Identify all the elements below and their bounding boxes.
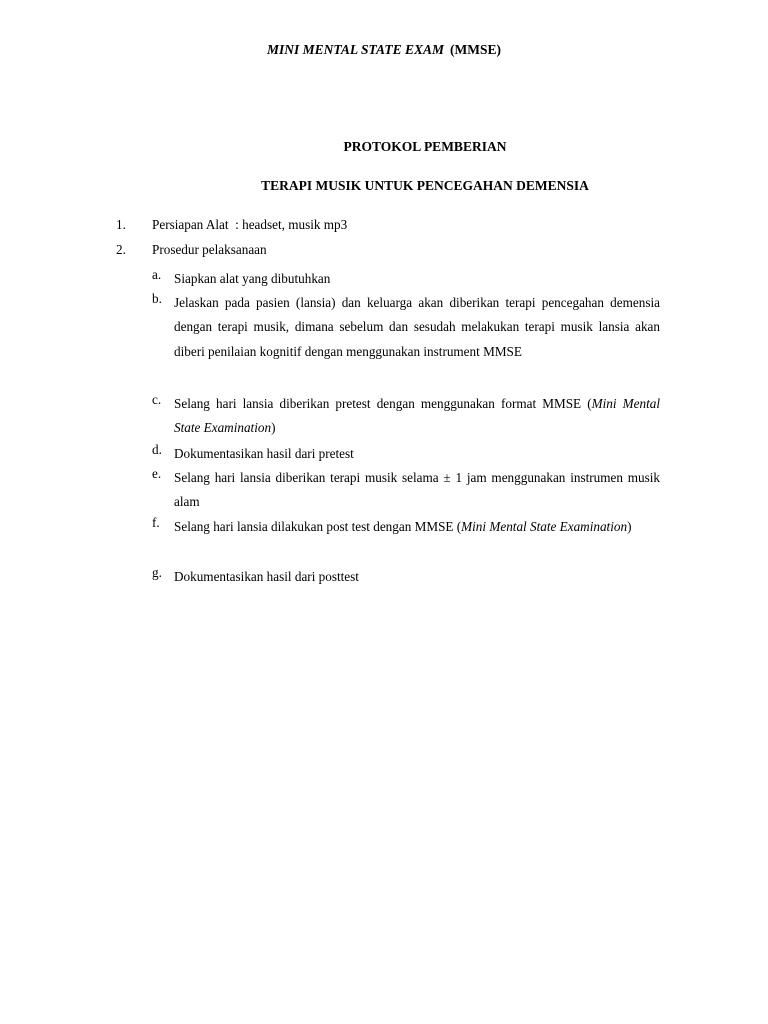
- step-text: [174, 392, 660, 441]
- step-letter: g.: [152, 565, 162, 580]
- step-text-main: Selang hari lansia dilakukan post test dengan MMSE (: [174, 519, 462, 534]
- step-text: Selang hari lansia diberikan terapi musik selama ± 1 jam menggunakan instrumen musik alam: [174, 470, 660, 510]
- step-letter: a.: [152, 267, 162, 282]
- step-letter: e.: [152, 466, 162, 481]
- step-letter: c.: [152, 392, 162, 407]
- list-text: Prosedur pelaksanaan: [152, 242, 267, 257]
- step-text-italic: Mini Mental State Examination: [174, 396, 661, 436]
- step-text: Dokumentasikan hasil dari pretest: [174, 446, 354, 461]
- step-text: Dokumentasikan hasil dari posttest: [174, 569, 359, 584]
- step-text: Siapkan alat yang dibutuhkan: [174, 271, 331, 286]
- step-text-italic: Mini Mental State Examination: [461, 519, 628, 534]
- step-text-close: ): [627, 519, 632, 534]
- step-letter: b.: [152, 291, 162, 306]
- step-letter: d.: [152, 442, 162, 457]
- list-number: 1.: [116, 217, 126, 232]
- list-number: 2.: [116, 242, 126, 257]
- header-title-abbrev: (MMSE): [449, 42, 501, 57]
- protocol-title: PROTOKOL PEMBERIAN: [343, 139, 507, 154]
- header-title-italic: MINI MENTAL STATE EXAM: [267, 42, 444, 57]
- protocol-subtitle: TERAPI MUSIK UNTUK PENCEGAHAN DEMENSIA: [261, 178, 589, 193]
- step-letter: f.: [152, 515, 160, 530]
- step-text: [174, 515, 660, 539]
- document-header: [0, 42, 768, 58]
- step-text: Jelaskan pada pasien (lansia) dan keluarga akan diberikan terapi pencegahan demensia dengan terapi musik, dimana sebelum dan sesudah melakukan terapi musik lansia akan diberi penilaian kognitif dengan menggunakan instrument MMSE: [174, 295, 660, 359]
- step-text-main: Selang hari lansia diberikan pretest dengan menggunakan format MMSE (: [174, 396, 592, 411]
- list-text: Persiapan Alat : headset, musik mp3: [152, 217, 348, 232]
- step-text-close: ): [271, 420, 276, 436]
